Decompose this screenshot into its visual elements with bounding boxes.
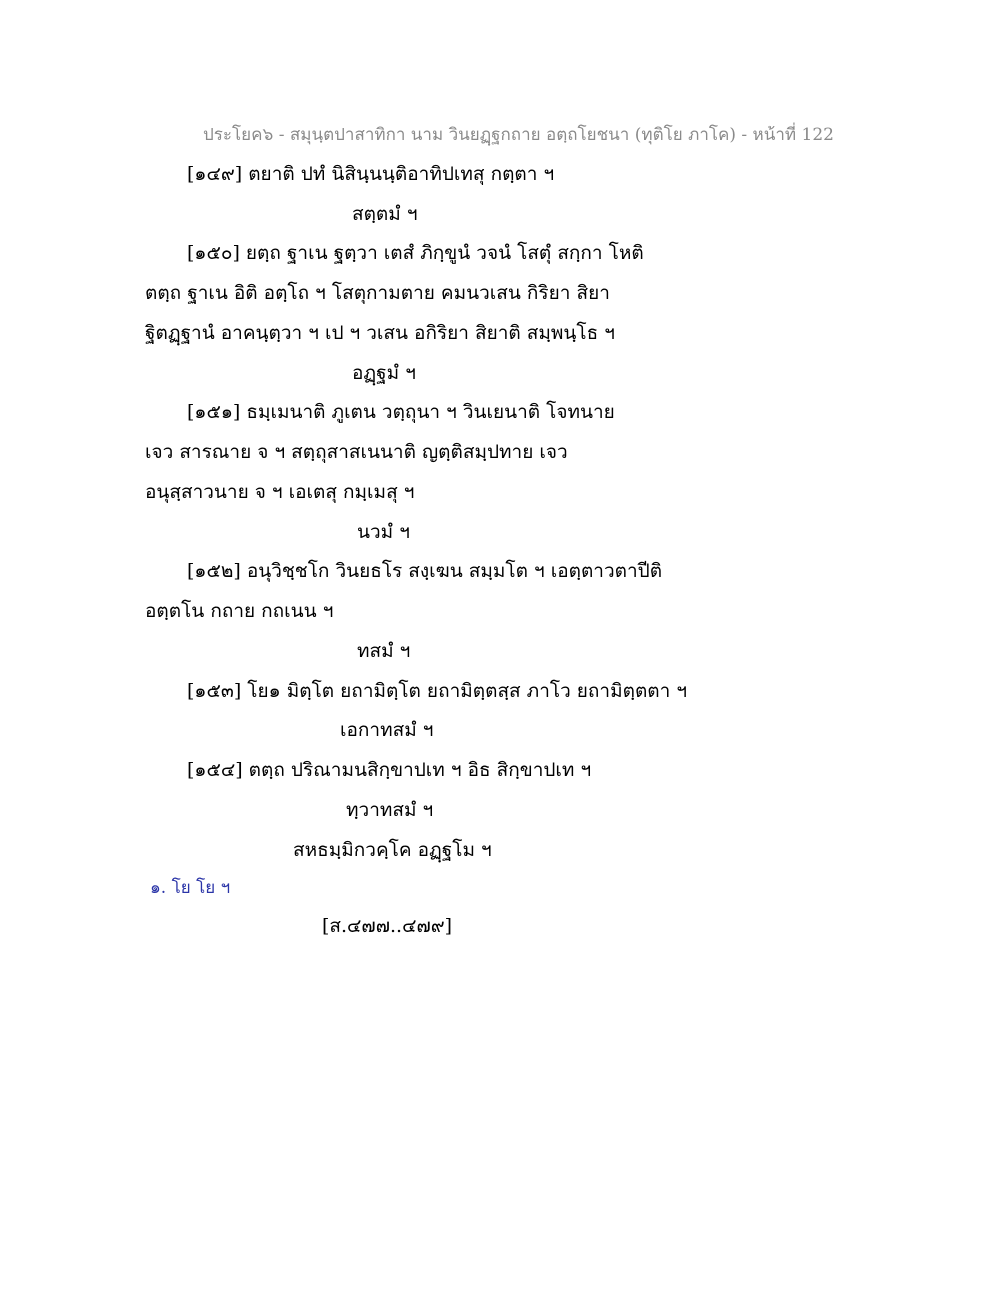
paragraph-line: ฐิตฏฺฐานํ อาคนฺตฺวา ฯ เป ฯ วเสน อกิริยา สิยาติ สมฺพนฺโธ ฯ [145, 322, 615, 344]
section-heading: อฏฺฐมํ ฯ [352, 362, 416, 384]
page-reference: [ส.๔๗๗..๔๗๙] [322, 915, 453, 937]
paragraph-line: [๑๕๔] ตตฺถ ปริณามนสิกฺขาปเท ฯ อิธ สิกฺขาปเท ฯ [187, 759, 592, 781]
paragraph-line: [๑๕๒] อนุวิชฺชโก วินยธโร สงฺเฆน สมฺมโต ฯ เอตฺตาวตาปีติ [187, 560, 663, 582]
paragraph-line: [๑๕๑] ธมฺเมนาติ ภูเตน วตฺถุนา ฯ วินเยนาติ โจทนาย [187, 401, 615, 423]
section-heading: ทสมํ ฯ [357, 640, 411, 662]
paragraph-line: [๑๕๐] ยตฺถ ฐาเน ฐตฺวา เตสํ ภิกฺขูนํ วจนํ โสตุํ สกฺกา โหติ [187, 242, 644, 264]
page-header: ประโยค๖ - สมุนฺตปาสาทิกา นาม วินยฏฺฐกถาย อตฺถโยชนา (ทุติโย ภาโค) - หน้าที่ 122 [203, 125, 834, 145]
section-heading: ทฺวาทสมํ ฯ [346, 799, 434, 821]
paragraph-line: [๑๕๓] โย๑ มิตฺโต ยถามิตฺโต ยถามิตฺตสฺส ภาโว ยถามิตฺตตา ฯ [187, 680, 688, 702]
paragraph-line: เจว สารณาย จ ฯ สตฺถุสาสเนนาติ ญตฺติสมฺปทาย เจว [145, 441, 568, 463]
paragraph-line: อนุสฺสาวนาย จ ฯ เอเตสุ กมฺเมสุ ฯ [145, 481, 415, 503]
paragraph-line: อตฺตโน กถาย กถเนน ฯ [145, 600, 334, 622]
footnote: ๑. โย โย ฯ [150, 878, 231, 898]
section-heading: เอกาทสมํ ฯ [340, 719, 434, 741]
paragraph-line: [๑๔๙] ตยาติ ปทํ นิสินฺนนฺติอาทิปเทสุ กตฺตา ฯ [187, 163, 555, 185]
paragraph-line: ตตฺถ ฐาเน อิติ อตฺโถ ฯ โสตุกามตาย คมนวเสน กิริยา สิยา [145, 282, 610, 304]
chapter-closing-heading: สหธมฺมิกวคฺโค อฏฺฐโม ฯ [293, 839, 492, 861]
section-heading: สตฺตมํ ฯ [352, 203, 418, 225]
section-heading: นวมํ ฯ [357, 521, 410, 543]
